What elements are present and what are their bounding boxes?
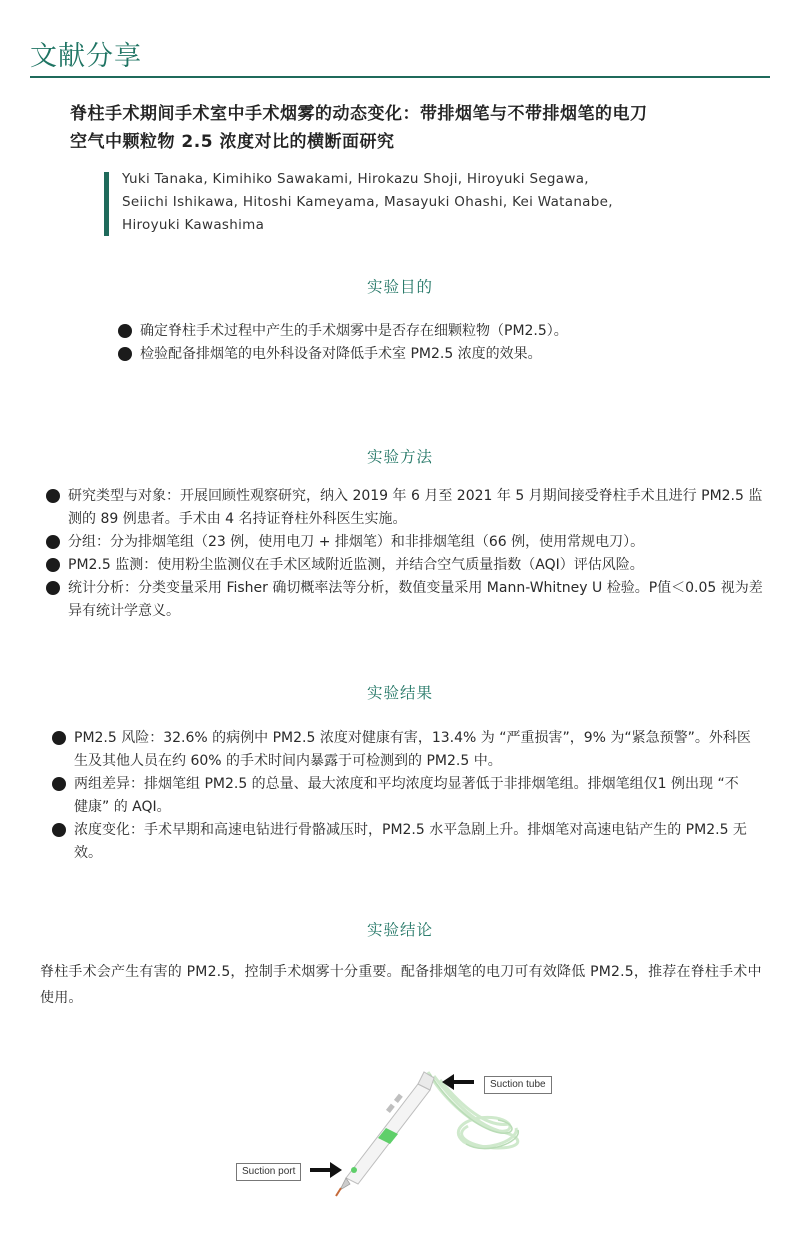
objective-item-2: 检验配备排烟笔的电外科设备对降低手术室 PM2.5 浓度的效果。 — [140, 346, 542, 362]
results-list — [52, 727, 752, 865]
list-item — [46, 577, 768, 623]
authors-accent-bar — [104, 172, 109, 236]
list-item — [46, 554, 768, 577]
objective-list — [118, 320, 758, 366]
bullet-icon — [118, 347, 132, 361]
objective-item-1: 确定脊柱手术过程中产生的手术烟雾中是否存在细颗粒物（PM2.5）。 — [140, 323, 568, 339]
article-title-line-1: 脊柱手术期间手术室中手术烟雾的动态变化：带排烟笔与不带排烟笔的电刀 — [70, 104, 648, 124]
suction-tube-label: Suction tube — [484, 1076, 552, 1094]
suction-port-label: Suction port — [236, 1163, 301, 1181]
list-item — [46, 485, 768, 531]
list-item — [46, 531, 768, 554]
smoke-evacuation-pencil-figure — [228, 1058, 578, 1198]
list-item — [52, 773, 752, 819]
author-list — [122, 168, 742, 237]
electrode-tip — [336, 1188, 341, 1196]
list-item — [52, 727, 752, 773]
results-item-2: 两组差异：排烟笔组 PM2.5 的总量、最大浓度和平均浓度均显著低于非排烟笔组。排烟笔组仅1 例出现 “不健康” 的 AQI。 — [74, 776, 739, 815]
bullet-icon — [46, 535, 60, 549]
author-line-2: Seiichi Ishikawa, Hitoshi Kameyama, Masayuki Ohashi, Kei Watanabe, — [122, 194, 613, 210]
author-line-1: Yuki Tanaka, Kimihiko Sawakami, Hirokazu Shoji, Hiroyuki Segawa, — [122, 171, 589, 187]
page-header-title: 文献分享 — [30, 41, 142, 72]
bullet-icon — [118, 324, 132, 338]
list-item — [118, 320, 758, 343]
methods-list — [46, 485, 768, 623]
header-divider — [30, 76, 770, 78]
bullet-icon — [46, 489, 60, 503]
objective-heading: 实验目的 — [366, 278, 433, 296]
article-title-line-2: 空气中颗粒物 2.5 浓度对比的横断面研究 — [70, 132, 395, 152]
pencil-body — [336, 1072, 434, 1196]
methods-heading: 实验方法 — [366, 448, 433, 466]
results-item-1: PM2.5 风险：32.6% 的病例中 PM2.5 浓度对健康有害，13.4% 为 “严重损害”，9% 为“紧急预警”。外科医生及其他人员在约 60% 的手术时间内暴露于可检测到的 PM2.5 中。 — [74, 730, 751, 769]
suction-port-arrow — [310, 1162, 342, 1178]
author-line-3: Hiroyuki Kawashima — [122, 217, 265, 233]
bullet-icon — [52, 777, 66, 791]
results-item-3: 浓度变化：手术早期和高速电钻进行骨骼减压时，PM2.5 水平急剧上升。排烟笔对高速电钻产生的 PM2.5 无效。 — [74, 822, 747, 861]
bullet-icon — [52, 823, 66, 837]
methods-item-4: 统计分析：分类变量采用 Fisher 确切概率法等分析，数值变量采用 Mann-Whitney U 检验。P值＜0.05 视为差异有统计学意义。 — [68, 580, 763, 619]
conclusion-text: 脊柱手术会产生有害的 PM2.5，控制手术烟雾十分重要。配备排烟笔的电刀可有效降低 PM2.5，推荐在脊柱手术中使用。 — [40, 964, 762, 1006]
conclusion-heading: 实验结论 — [366, 921, 433, 939]
methods-item-3: PM2.5 监测：使用粉尘监测仪在手术区域附近监测，并结合空气质量指数（AQI）评估风险。 — [68, 557, 644, 573]
list-item — [118, 343, 758, 366]
bullet-icon — [46, 558, 60, 572]
bullet-icon — [46, 581, 60, 595]
methods-item-2: 分组：分为排烟笔组（23 例，使用电刀 + 排烟笔）和非排烟笔组（66 例，使用常规电刀）。 — [68, 534, 645, 550]
bullet-icon — [52, 731, 66, 745]
methods-item-1: 研究类型与对象：开展回顾性观察研究，纳入 2019 年 6 月至 2021 年 5 月期间接受脊柱手术且进行 PM2.5 监测的 89 例患者。手术由 4 名持证脊柱外科医生实施。 — [68, 488, 763, 527]
list-item — [52, 819, 752, 865]
article-title — [70, 100, 760, 156]
results-heading: 实验结果 — [366, 684, 433, 702]
